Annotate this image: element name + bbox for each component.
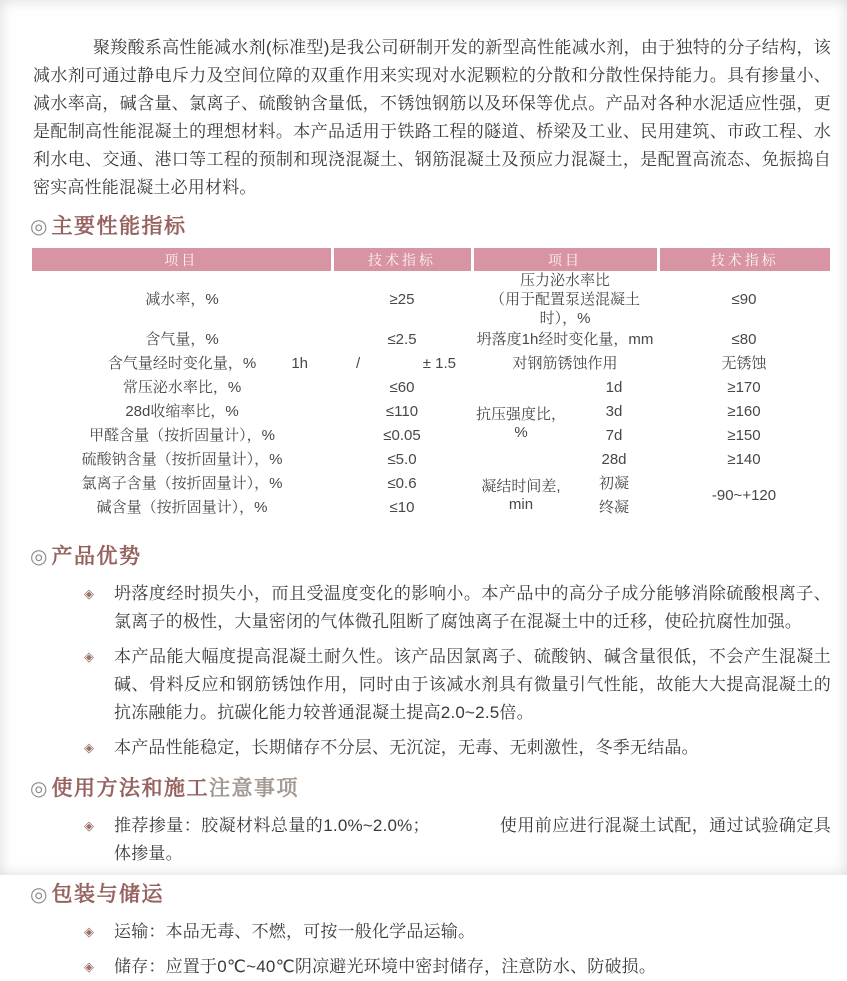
- item-label: 减水率，%: [145, 290, 219, 308]
- item-value: / ± 1.5: [356, 355, 456, 372]
- item-label: 压力泌水率比 （用于配置泵送混凝土时），%: [489, 272, 640, 327]
- item-value: ≤0.05: [383, 427, 421, 444]
- col-header-spec-right: 技术指标: [658, 248, 830, 271]
- intro-paragraph: 聚羧酸系高性能减水剂(标准型)是我公司研制开发的新型高性能减水剂，由于独特的分子结构，该减水剂可通过静电斥力及空间位障的双重作用来实现对水泥颗粒的分散和分散性保持能力。具有掺量小、减水率高，碱含量、氯离子、硫酸钠含量低，不锈蚀钢筋以及环保等优点。产品对各种水泥适应性强，更是配制高性能混凝土的理想材料。本产品适用于铁路工程的隧道、桥梁及工业、民用建筑、市政工程、水利水电、交通、港口等工程的预制和现浇混凝土、钢筋混凝土及预应力混凝土，是配置高流态、免振捣自密实高性能混凝土必用材料。: [33, 38, 831, 197]
- item-value: ≤5.0: [387, 451, 417, 468]
- diamond-bullet-icon: ◈: [84, 818, 94, 833]
- table-row: [32, 472, 830, 496]
- section-title: 产品优势: [51, 545, 142, 568]
- section-title: 包装与储运: [51, 883, 164, 906]
- item-value: 无锈蚀: [721, 355, 767, 372]
- item-label: 常压泌水率比，%: [122, 379, 242, 396]
- list-item: ◈ 本产品性能稳定，长期储存不分层、无沉淀，无毒、无刺激性，冬季无结晶。: [84, 734, 831, 762]
- section-ring-icon: ◎: [30, 216, 48, 238]
- item-value: ≤60: [389, 379, 415, 396]
- item-value: ≤2.5: [387, 331, 417, 348]
- section-title: 使用方法和施工: [51, 777, 209, 800]
- diamond-bullet-icon: ◈: [84, 959, 94, 974]
- list-item: [84, 812, 831, 868]
- item-value: -90~+120: [711, 487, 777, 504]
- table-row: [32, 328, 830, 352]
- item-value: ≥140: [727, 451, 761, 468]
- col-header-item-left: 项目: [32, 248, 332, 271]
- item-value: ≥160: [727, 403, 761, 420]
- section-title-tail: 注意事项: [208, 777, 299, 800]
- section-ring-icon: ◎: [30, 778, 48, 800]
- table-row: [32, 352, 830, 376]
- item-label: 坍落度1h经时变化量，mm: [476, 331, 654, 348]
- setting-label-final: 终凝: [598, 499, 629, 516]
- performance-table: [32, 248, 830, 520]
- item-value: ≥25: [389, 290, 415, 308]
- item-value: ≤110: [385, 403, 419, 420]
- section-heading-usage: [30, 775, 847, 803]
- section-ring-icon: ◎: [30, 884, 48, 906]
- item-label: 28d收缩率比，%: [125, 403, 239, 420]
- item-label: 甲醛含量（按折固量计），%: [89, 427, 275, 444]
- age-label: 3d: [605, 403, 623, 420]
- col-header-item-right: 项目: [472, 248, 658, 271]
- list-item: ◈ 坍落度经时损失小，而且受温度变化的影响小。本产品中的高分子成分能够消除硫酸根离子、氯离子的极性，大量密闭的气体微孔阻断了腐蚀离子在混凝土中的迁移，使砼抗腐性加强。: [84, 580, 831, 636]
- diamond-bullet-icon: ◈: [84, 740, 94, 755]
- item-label: 含气量，%: [145, 331, 219, 348]
- item-label: 硫酸钠含量（按折固量计），%: [81, 451, 283, 468]
- item-value: ≤0.6: [387, 475, 417, 492]
- item-value: ≤10: [389, 499, 415, 516]
- packaging-list: [0, 918, 847, 981]
- section-heading-advantages: [30, 543, 847, 571]
- section-title: 主要性能指标: [51, 215, 187, 238]
- diamond-bullet-icon: ◈: [84, 586, 94, 601]
- table-row: [32, 400, 830, 424]
- diamond-bullet-icon: ◈: [84, 649, 94, 664]
- list-item: ◈ 本产品能大幅度提高混凝土耐久性。该产品因氯离子、硫酸钠、碱含量很低，不会产生混凝土碱、骨料反应和钢筋锈蚀作用，同时由于该减水剂具有微量引气性能，故能大大提高混凝土的抗冻融能力。抗碳化能力较普通混凝土提高2.0~2.5倍。: [84, 643, 831, 727]
- list-item: ◈ 运输：本品无毒、不燃，可按一般化学品运输。: [84, 918, 831, 946]
- item-label: 碱含量（按折固量计），%: [96, 499, 268, 516]
- dosage-line: 推荐掺量：胶凝材料总量的1.0%~2.0%； 使用前应进行混凝土试配，通过试验确定具体掺量。: [114, 816, 831, 863]
- item-label: 含气量经时变化量，% 1h: [107, 355, 308, 372]
- item-label: 氯离子含量（按折固量计），%: [81, 475, 283, 492]
- sub-label-1h: 1h: [291, 355, 308, 372]
- item-value: ≥170: [727, 379, 761, 396]
- strength-group-label: 抗压强度比，%: [475, 406, 566, 441]
- usage-list: [0, 812, 847, 868]
- diamond-bullet-icon: ◈: [84, 924, 94, 939]
- item-label: 对钢筋锈蚀作用: [512, 355, 618, 372]
- col-header-spec-left: 技术指标: [332, 248, 472, 271]
- section-heading-packaging: [30, 881, 847, 909]
- age-label: 1d: [605, 379, 623, 396]
- table-row: [32, 448, 830, 472]
- item-value: ≥150: [727, 427, 761, 444]
- setting-label-initial: 初凝: [598, 475, 629, 492]
- table-row: [32, 376, 830, 400]
- section-heading-performance: [30, 213, 847, 241]
- table-header-row: [32, 248, 830, 271]
- table-row: [32, 424, 830, 448]
- section-ring-icon: ◎: [30, 546, 48, 568]
- advantages-list: [0, 580, 847, 762]
- item-value: ≤90: [731, 290, 757, 308]
- age-label: 7d: [605, 427, 623, 444]
- item-value: ≤80: [731, 331, 757, 348]
- setting-group-label: 凝结时间差, min: [481, 478, 561, 513]
- list-item: ◈ 储存：应置于0℃~40℃阴凉避光环境中密封储存，注意防水、防破损。: [84, 953, 831, 981]
- table-row: [32, 271, 830, 328]
- age-label: 28d: [601, 451, 627, 468]
